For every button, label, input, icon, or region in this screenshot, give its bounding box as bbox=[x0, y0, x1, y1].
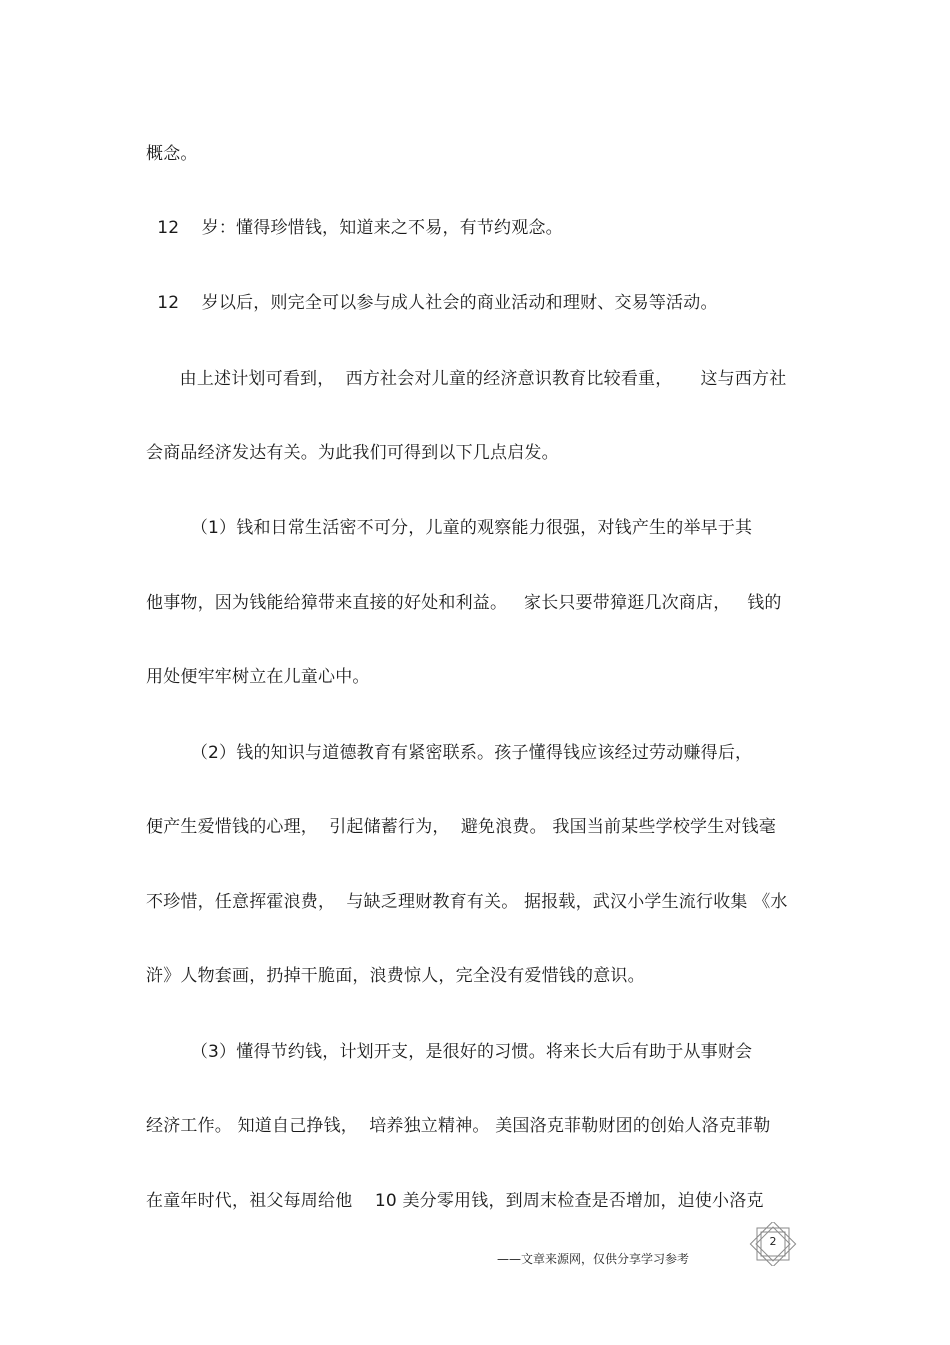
page-number-badge bbox=[748, 1222, 798, 1266]
paragraph-line: （3）懂得节约钱，计划开支，是很好的习惯。将来长大后有助于从事财会 bbox=[146, 1042, 753, 1062]
paragraph-line: 会商品经济发达有关。为此我们可得到以下几点启发。 bbox=[146, 443, 559, 463]
paragraph-line: 12 岁：懂得珍惜钱，知道来之不易，有节约观念。 bbox=[146, 218, 563, 238]
paragraph-line: （2）钱的知识与道德教育有紧密联系。孩子懂得钱应该经过劳动赚得后， bbox=[146, 743, 753, 763]
paragraph-line: 12 岁以后，则完全可以参与成人社会的商业活动和理财、交易等活动。 bbox=[146, 293, 718, 313]
paragraph-line: 浒》人物套画，扔掉干脆面，浪费惊人，完全没有爱惜钱的意识。 bbox=[146, 966, 645, 986]
paragraph-line: 概念。 bbox=[146, 144, 198, 164]
paragraph-line: 由上述计划可看到， 西方社会对儿童的经济意识教育比较看重， 这与西方社 bbox=[146, 369, 787, 389]
paragraph-line: 在童年时代，祖父每周给他 10 美分零用钱，到周末检查是否增加，迫使小洛克 bbox=[146, 1191, 764, 1211]
paragraph-line: 不珍惜，任意挥霍浪费， 与缺乏理财教育有关。 据报载，武汉小学生流行收集 《水 bbox=[146, 892, 788, 912]
paragraph-line: 经济工作。 知道自己挣钱， 培养独立精神。 美国洛克菲勒财团的创始人洛克菲勒 bbox=[146, 1116, 771, 1136]
paragraph-line: （1）钱和日常生活密不可分，儿童的观察能力很强，对钱产生的举早于其 bbox=[146, 518, 753, 538]
footer-source-note: ——文章来源网，仅供分享学习参考 bbox=[497, 1252, 690, 1266]
paragraph-line: 他事物，因为钱能给獐带来直接的好处和利益。 家长只要带獐逛几次商店， 钱的 bbox=[146, 593, 782, 613]
page-number: 2 bbox=[769, 1235, 777, 1248]
paragraph-line: 便产生爱惜钱的心理， 引起储蓄行为， 避免浪费。 我国当前某些学校学生对钱毫 bbox=[146, 817, 777, 837]
paragraph-line: 用处便牢牢树立在儿童心中。 bbox=[146, 667, 370, 687]
